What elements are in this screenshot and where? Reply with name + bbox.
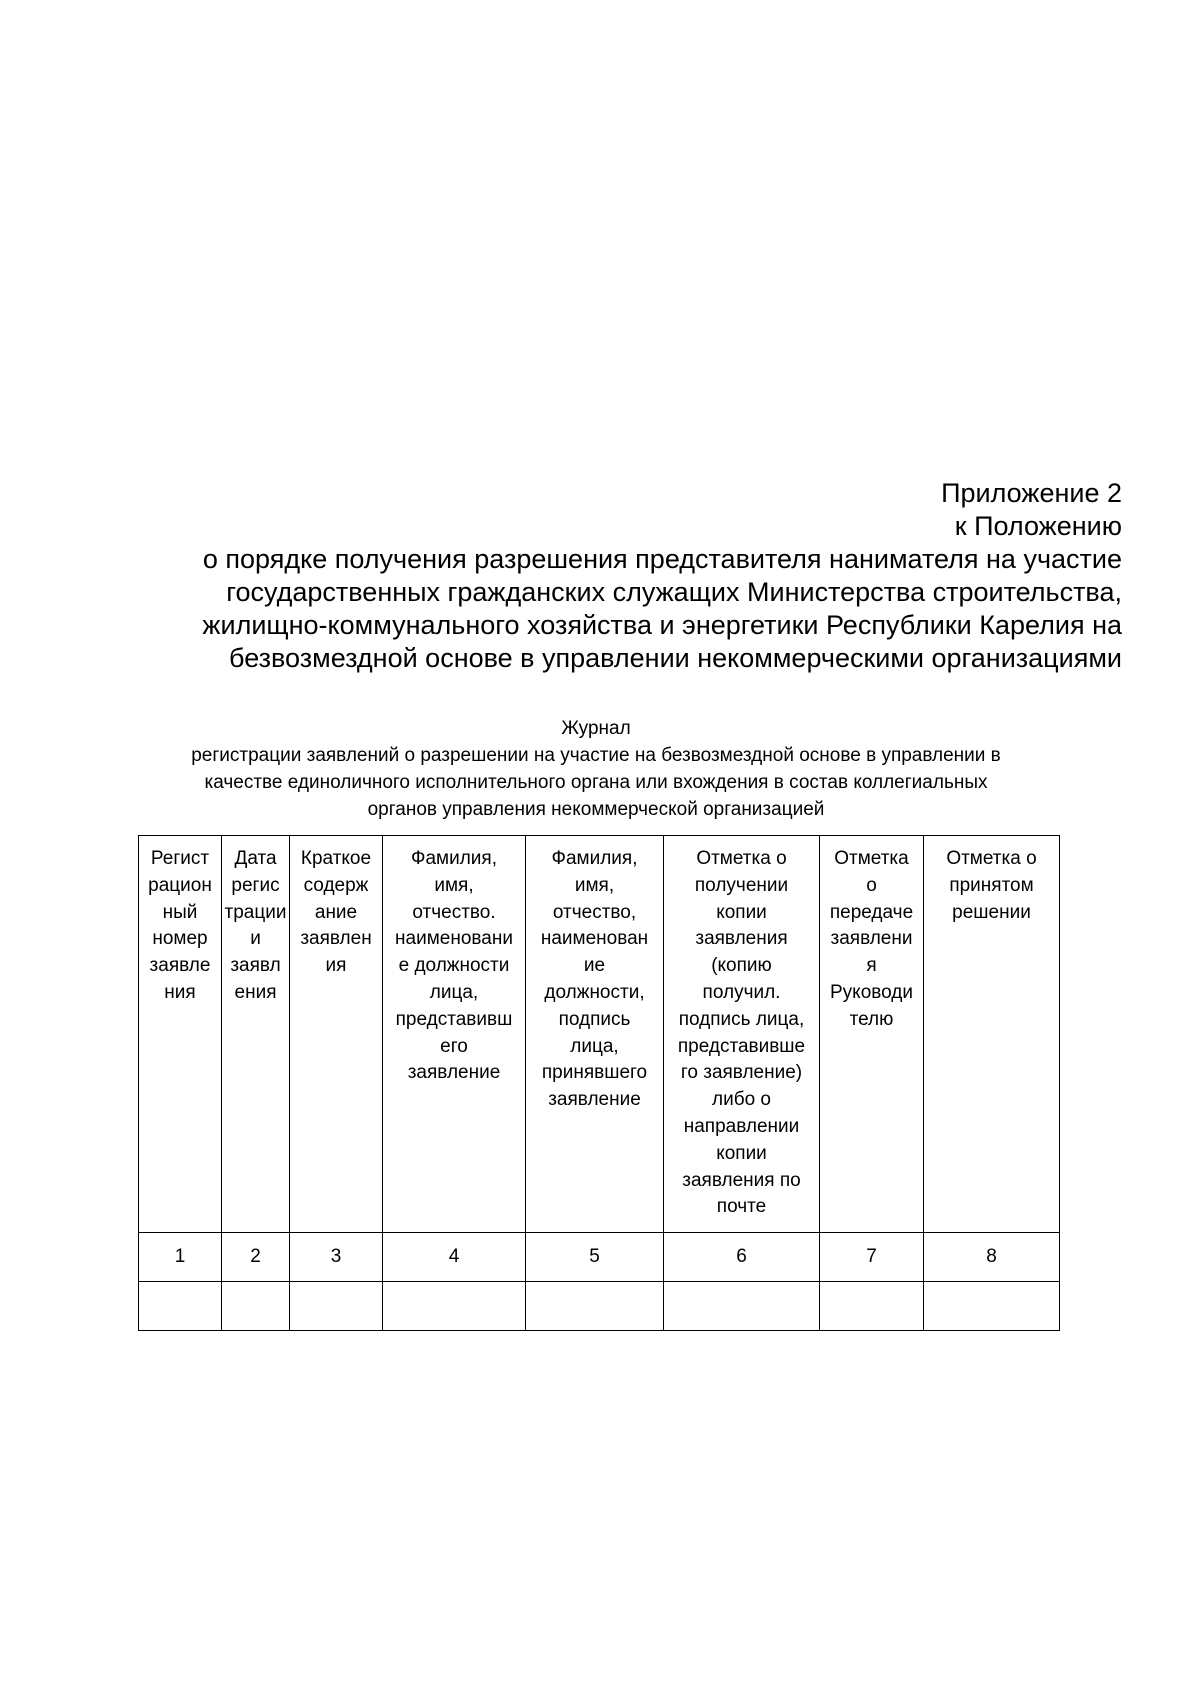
- header-line: ния: [164, 981, 196, 1003]
- header-line: заявление: [407, 1062, 501, 1084]
- header-line: (копию: [711, 955, 772, 977]
- column-number: 4: [383, 1233, 526, 1282]
- header-line: ание: [314, 901, 358, 923]
- header-cell: [383, 836, 526, 1233]
- header-line: передаче: [829, 901, 914, 923]
- empty-cell: [290, 1282, 383, 1331]
- appendix-header: [140, 477, 1122, 675]
- header-line: отчество,: [552, 901, 637, 923]
- header-line: рацион: [148, 874, 212, 896]
- header-line: Руководи: [830, 981, 913, 1003]
- empty-cell: [383, 1282, 526, 1331]
- appendix-line: государственных гражданских служащих Министерства строительства,: [226, 577, 1122, 607]
- header-line: ия: [325, 955, 347, 977]
- header-line: принятом: [949, 874, 1034, 896]
- header-line: ения: [234, 981, 277, 1003]
- header-line: либо о: [712, 1089, 771, 1111]
- header-line: представивш: [395, 1008, 513, 1030]
- table-row-empty: [139, 1282, 1060, 1331]
- empty-cell: [664, 1282, 820, 1331]
- header-line: имя,: [434, 874, 474, 896]
- journal-subtitle-line: качестве единоличного исполнительного органа или вхождения в состав коллегиальных: [204, 772, 988, 793]
- header-line: Фамилия,: [551, 848, 638, 869]
- header-line: е должности: [398, 955, 510, 977]
- column-number: 6: [664, 1233, 820, 1282]
- column-number: 8: [924, 1233, 1060, 1282]
- header-line: получении: [694, 874, 789, 896]
- column-number: 1: [139, 1233, 222, 1282]
- header-line: Фамилия,: [411, 848, 497, 869]
- header-cell: [139, 836, 222, 1233]
- header-line: номер: [152, 928, 208, 950]
- header-cell: [290, 836, 383, 1233]
- header-cell: [664, 836, 820, 1233]
- header-line: копии: [716, 901, 767, 923]
- header-line: Регист: [150, 848, 210, 869]
- empty-cell: [820, 1282, 924, 1331]
- header-line: имя,: [574, 874, 615, 896]
- column-number: 7: [820, 1233, 924, 1282]
- empty-cell: [139, 1282, 222, 1331]
- header-line: копии: [716, 1142, 767, 1164]
- appendix-line: жилищно-коммунального хозяйства и энергетики Республики Карелия на: [202, 610, 1122, 640]
- appendix-line: безвозмездной основе в управлении некоммерческими организациями: [229, 643, 1122, 673]
- appendix-line: к Положению: [954, 511, 1122, 541]
- header-line: заявлен: [300, 928, 372, 950]
- registration-table: [138, 835, 1060, 1331]
- header-line: регис: [231, 874, 280, 896]
- header-line: заявл: [230, 955, 281, 977]
- header-line: получил.: [702, 981, 781, 1003]
- header-line: подпись лица,: [678, 1008, 805, 1030]
- header-line: телю: [849, 1008, 894, 1030]
- header-line: ный: [162, 901, 198, 923]
- column-number: 2: [222, 1233, 290, 1282]
- journal-subtitle-line: органов управления некоммерческой организацией: [367, 799, 825, 820]
- header-line: отчество.: [412, 901, 496, 923]
- header-line: я: [866, 955, 877, 977]
- header-line: наименован: [540, 928, 649, 950]
- header-line: Краткое: [300, 848, 372, 869]
- header-line: лица,: [570, 1035, 619, 1057]
- empty-cell: [924, 1282, 1060, 1331]
- column-number: 3: [290, 1233, 383, 1282]
- header-cell: [526, 836, 664, 1233]
- header-line: лица,: [429, 981, 479, 1003]
- header-line: наименовани: [395, 928, 513, 950]
- table-header-row: [139, 836, 1060, 1233]
- header-line: его: [440, 1035, 468, 1057]
- header-line: го заявление): [680, 1062, 803, 1084]
- header-line: Отметка о: [946, 848, 1037, 869]
- header-line: должности,: [544, 981, 645, 1003]
- header-line: направлении: [683, 1115, 800, 1137]
- header-line: и: [250, 928, 261, 950]
- header-line: принявшего: [541, 1062, 648, 1084]
- header-line: трации: [224, 901, 287, 923]
- header-line: подпись: [558, 1008, 631, 1030]
- header-line: содерж: [303, 874, 369, 896]
- appendix-line: о порядке получения разрешения представителя нанимателя на участие: [202, 544, 1122, 574]
- empty-cell: [222, 1282, 290, 1331]
- journal-heading: [126, 715, 1066, 823]
- header-line: заявле: [149, 955, 211, 977]
- header-line: о: [866, 874, 877, 896]
- header-line: Отметка: [834, 848, 909, 869]
- column-number-row: [139, 1233, 1060, 1282]
- header-line: ие: [583, 955, 606, 977]
- header-line: Дата: [234, 848, 277, 869]
- header-line: заявления: [695, 928, 788, 950]
- header-line: заявлени: [830, 928, 913, 950]
- journal-subtitle-line: регистрации заявлений о разрешении на участие на безвозмездной основе в управлении в: [191, 745, 1001, 766]
- header-cell: [820, 836, 924, 1233]
- header-line: Отметка о: [696, 848, 787, 869]
- header-line: решении: [952, 901, 1031, 923]
- header-cell: [222, 836, 290, 1233]
- header-line: заявления по: [682, 1169, 801, 1191]
- empty-cell: [526, 1282, 664, 1331]
- header-line: заявление: [548, 1089, 641, 1111]
- column-number: 5: [526, 1233, 664, 1282]
- header-cell: [924, 836, 1060, 1233]
- journal-title: Журнал: [561, 718, 631, 739]
- header-line: представивше: [677, 1035, 806, 1057]
- header-line: почте: [716, 1196, 767, 1218]
- appendix-line: Приложение 2: [941, 478, 1122, 508]
